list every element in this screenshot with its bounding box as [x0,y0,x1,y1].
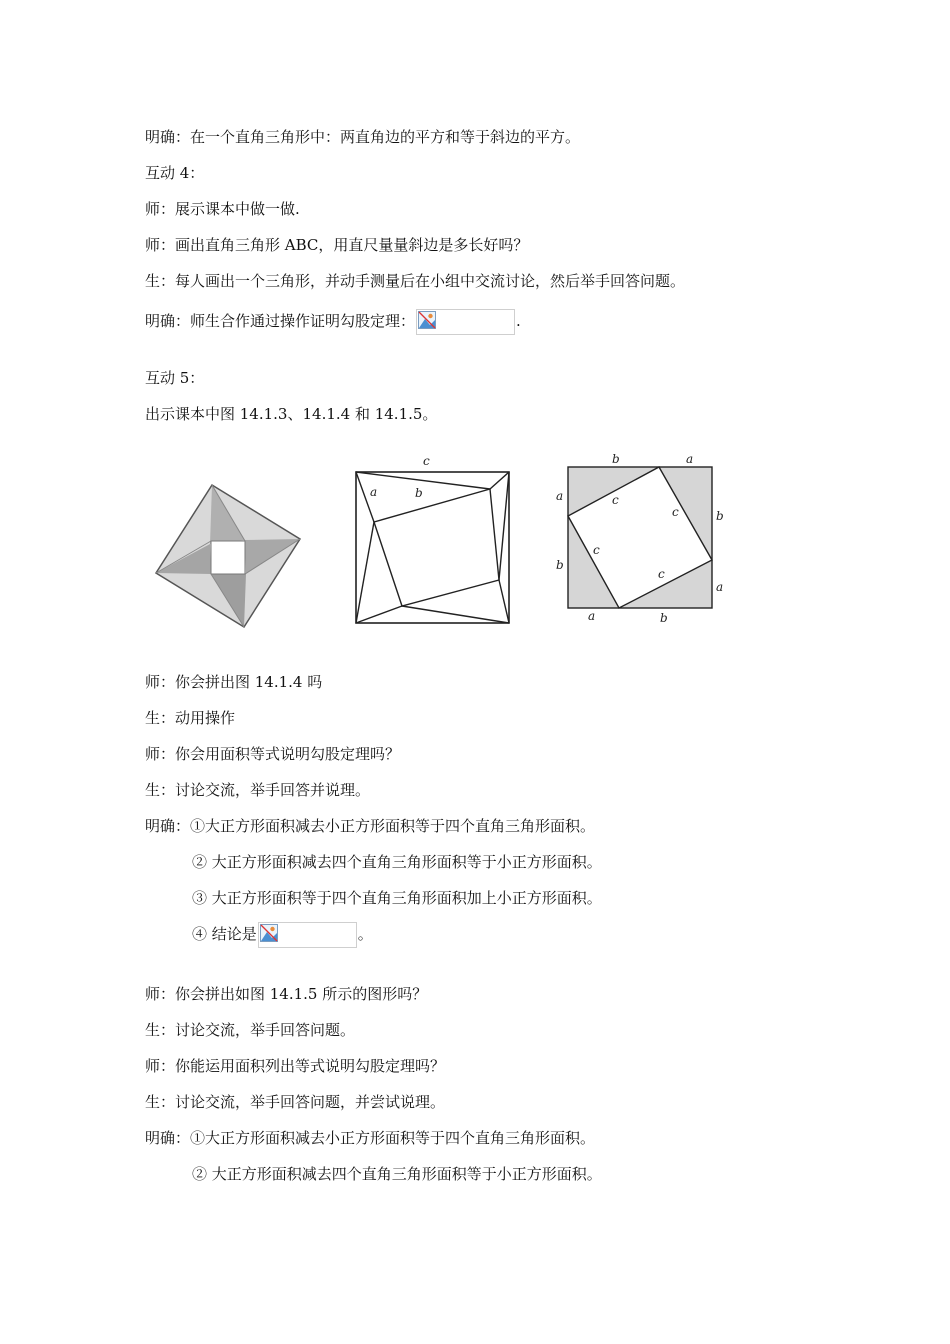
label-top-a: a [686,452,694,466]
statement-line: 明确：①大正方形面积减去小正方形面积等于四个直角三角形面积。 [145,817,596,835]
label-right-b: b [716,509,724,523]
label-bottom-b: b [660,611,668,625]
figure-inscribed-square [345,452,520,632]
teacher-line: 师：你能运用面积列出等式说明勾股定理吗？ [145,1057,446,1075]
label-c: c [612,493,619,507]
statement-line: 明确：①大正方形面积减去小正方形面积等于四个直角三角形面积。 [145,1129,596,1147]
section-heading-interaction-4: 互动 4： [145,164,205,182]
label-c: c [593,543,600,557]
student-line: 生：讨论交流，举手回答并说理。 [145,781,371,799]
label-right-a: a [716,580,724,594]
label-left-b: b [556,558,564,572]
statement-end: 。 [357,925,373,943]
label-bottom-a: a [588,609,596,623]
student-line: 生：动用操作 [145,709,236,727]
figure-corner-triangles-square [548,450,733,628]
teacher-line: 师：你会拼出图 14.1.4 吗 [145,673,323,691]
section-heading-interaction-5: 互动 5： [145,369,205,387]
label-c: c [672,505,679,519]
teacher-line: 师：画出直角三角形 ABC，用直尺量量斜边是多长好吗？ [145,236,529,254]
inner-square [211,541,245,574]
statement-item: ② 大正方形面积减去四个直角三角形面积等于小正方形面积。 [192,1165,602,1183]
teacher-line: 师：你会用面积等式说明勾股定理吗？ [145,745,401,763]
label-a: a [370,485,378,499]
student-line: 生：讨论交流，举手回答问题，并尝试说理。 [145,1093,446,1111]
statement-line: 明确：在一个直角三角形中：两直角边的平方和等于斜边的平方。 [145,128,581,146]
statement-end: . [516,312,521,330]
body-line: 出示课本中图 14.1.3、14.1.4 和 14.1.5。 [145,405,438,423]
label-top-b: b [612,452,620,466]
label-b: b [415,486,423,500]
student-line: 生：讨论交流，举手回答问题。 [145,1021,356,1039]
broken-image-icon [260,924,278,942]
label-c: c [658,567,665,581]
teacher-line: 师：你会拼出如图 14.1.5 所示的图形吗？ [145,985,428,1003]
formula-image-placeholder [258,922,357,948]
statement-item: ③ 大正方形面积等于四个直角三角形面积加上小正方形面积。 [192,889,602,907]
figure-pinwheel-square [150,480,305,630]
statement-item-with-formula [192,921,373,948]
statement-item: ② 大正方形面积减去四个直角三角形面积等于小正方形面积。 [192,853,602,871]
outer-square [356,472,509,623]
formula-image-placeholder [416,309,515,335]
teacher-line: 师：展示课本中做一做. [145,200,300,218]
label-left-a: a [556,489,564,503]
label-c: c [423,454,430,468]
student-line: 生：每人画出一个三角形，并动手测量后在小组中交流讨论，然后举手回答问题。 [145,272,686,290]
statement-text: ④ 结论是 [192,925,257,943]
statement-text: 明确：师生合作通过操作证明勾股定理： [145,312,416,330]
broken-image-icon [418,311,436,329]
statement-line-with-formula [145,308,521,335]
